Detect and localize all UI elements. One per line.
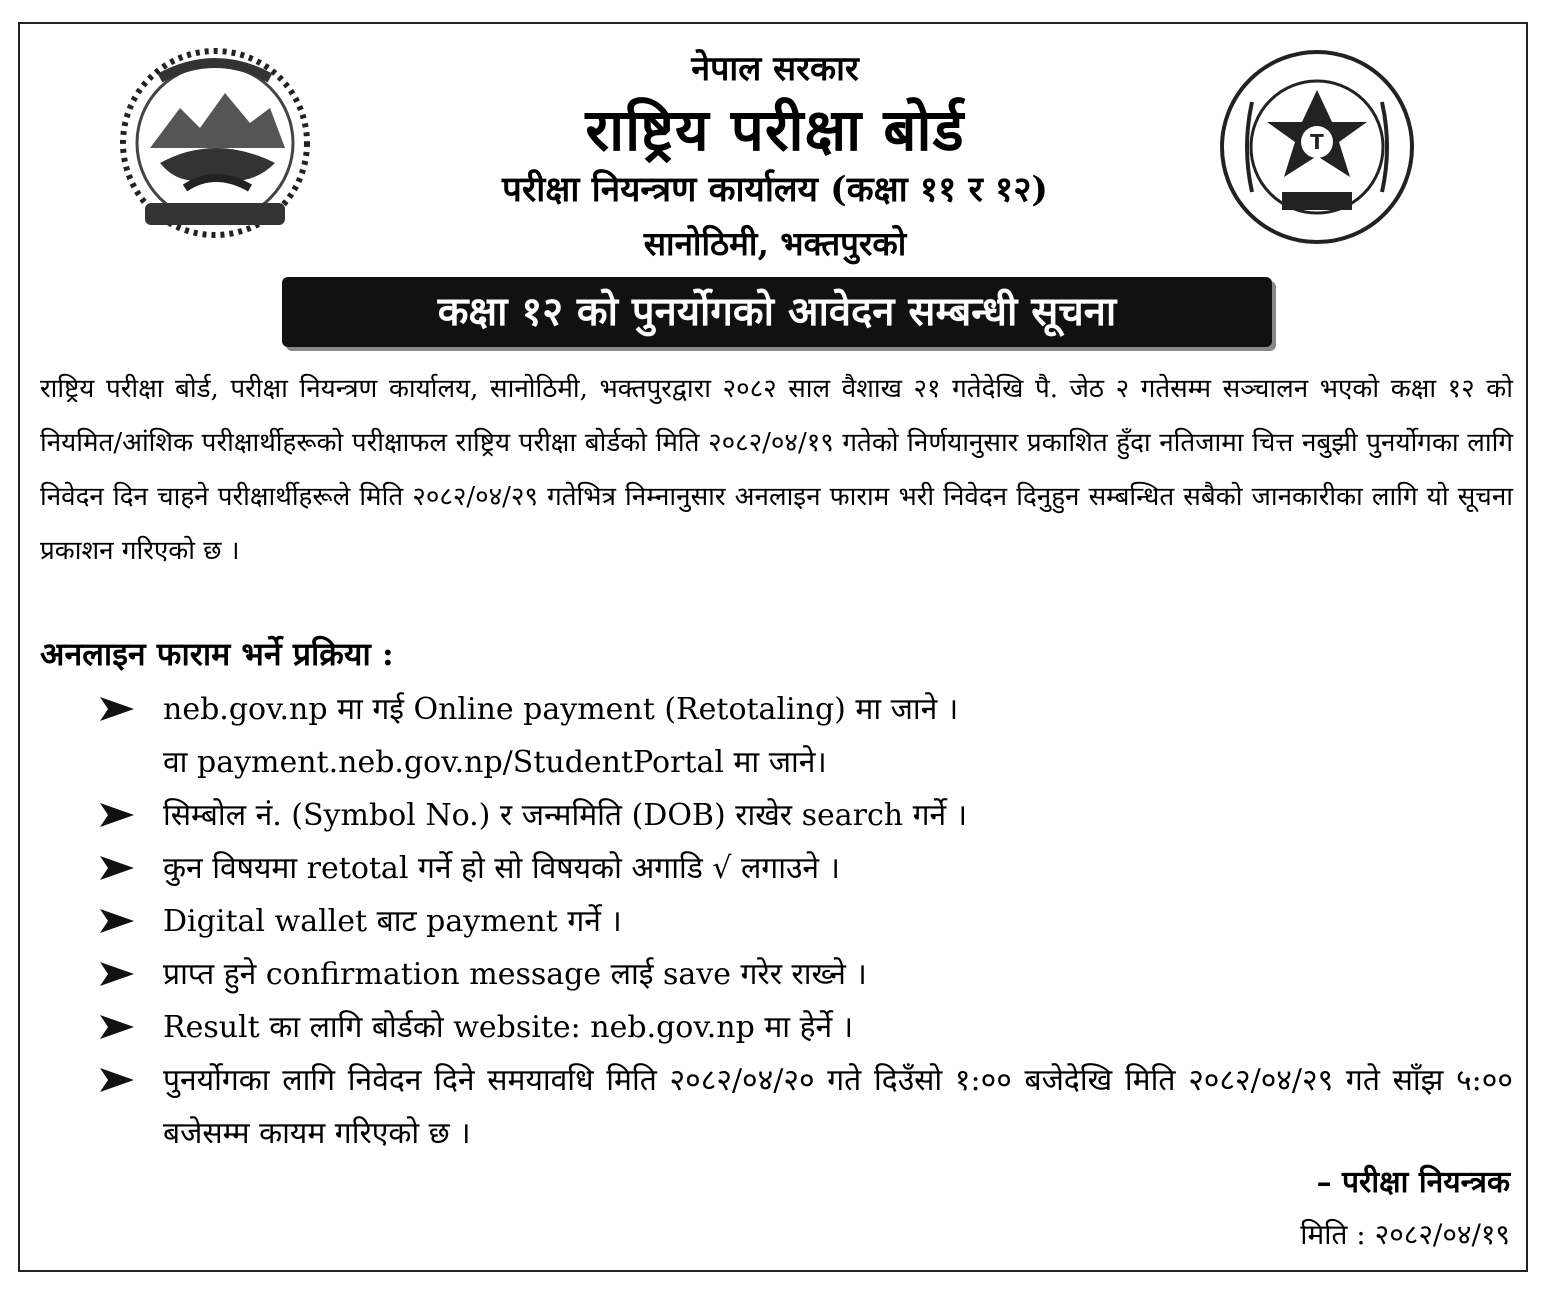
board-name: राष्ट्रिय परीक्षा बोर्ड xyxy=(585,96,965,164)
notice-title: कक्षा १२ को पुनर्योगको आवेदन सम्बन्धी सूचना xyxy=(437,288,1117,335)
notice-date: मिति : २०८२/०४/१९ xyxy=(1300,1218,1510,1251)
procedure-heading: अनलाइन फाराम भर्ने प्रक्रिया : xyxy=(40,635,394,673)
arrow-bullet-icon xyxy=(100,948,140,1001)
office-location: सानोठिमी, भक्तपुरको xyxy=(643,224,907,263)
neb-seal-icon xyxy=(1212,42,1422,252)
step-text: सिम्बोल नं. (Symbol No.) र जन्ममिति (DOB) राखेर search गर्ने । xyxy=(163,798,968,833)
nepal-government-emblem-icon xyxy=(100,38,330,248)
procedure-step-2 xyxy=(100,789,1513,842)
step-text: कुन विषयमा retotal गर्ने हो सो विषयको अगाडि √ लगाउने । xyxy=(163,851,840,886)
arrow-bullet-icon xyxy=(100,683,140,736)
svg-text:T: T xyxy=(1310,130,1324,154)
step-text: पुनर्योगका लागि निवेदन दिने समयावधि मिति २०८२/०४/२० गते दिउँसो १:०० बजेदेखि मिति २०८२/०४/२९ गते साँझ ५:०० बजेसम्म कायम गरिएको छ । xyxy=(163,1063,1513,1151)
step-text: Result का लागि बोर्डको website: neb.gov.np मा हेर्ने । xyxy=(163,1010,854,1045)
arrow-bullet-icon xyxy=(100,895,140,948)
office-name: परीक्षा नियन्त्रण कार्यालय (कक्षा ११ र १२) xyxy=(502,169,1048,210)
procedure-step-7 xyxy=(100,1054,1513,1160)
step-text: neb.gov.np मा गई Online payment (Retotaling) मा जाने । xyxy=(163,692,959,727)
step-text: प्राप्त हुने confirmation message लाई save गरेर राख्ने । xyxy=(163,957,867,992)
arrow-bullet-icon xyxy=(100,1054,140,1107)
procedure-step-6 xyxy=(100,1001,1513,1054)
procedure-step-3 xyxy=(100,842,1513,895)
notice-body-paragraph: राष्ट्रिय परीक्षा बोर्ड, परीक्षा नियन्त्रण कार्यालय, सानोठिमी, भक्तपुरद्वारा २०८२ साल वैशाख २१ गतेदेखि पै. जेठ २ गतेसम्म सञ्चालन भएको कक्षा १२ को नियमित/आंशिक परीक्षार्थीहरूको परीक्षाफल राष्ट्रिय परीक्षा बोर्डको मिति २०८२/०४/१९ गतेको निर्णयानुसार प्रकाशित हुँदा नतिजामा चित्त नबुझी पुनर्योगका लागि निवेदन दिन चाहने परीक्षार्थीहरूले मिति २०८२/०४/२९ गतेभित्र निम्नानुसार अनलाइन फाराम भरी निवेदन दिनुहुन सम्बन्धित सबैको जानकारीका लागि यो सूचना प्रकाशन गरिएको छ । xyxy=(40,374,1513,566)
arrow-bullet-icon xyxy=(100,1001,140,1054)
arrow-bullet-icon xyxy=(100,789,140,842)
government-name: नेपाल सरकार xyxy=(691,49,859,89)
procedure-step-4 xyxy=(100,895,1513,948)
step-alt-text: वा payment.neb.gov.np/StudentPortal मा जाने। xyxy=(163,745,827,780)
signature-line: – परीक्षा नियन्त्रक xyxy=(1316,1165,1510,1200)
procedure-step-5 xyxy=(100,948,1513,1001)
arrow-bullet-icon xyxy=(100,842,140,895)
notice-title-banner xyxy=(282,277,1272,347)
step-text: Digital wallet बाट payment गर्ने । xyxy=(163,904,622,939)
procedure-step-1 xyxy=(100,683,1513,789)
procedure-steps-list xyxy=(100,683,1513,1160)
